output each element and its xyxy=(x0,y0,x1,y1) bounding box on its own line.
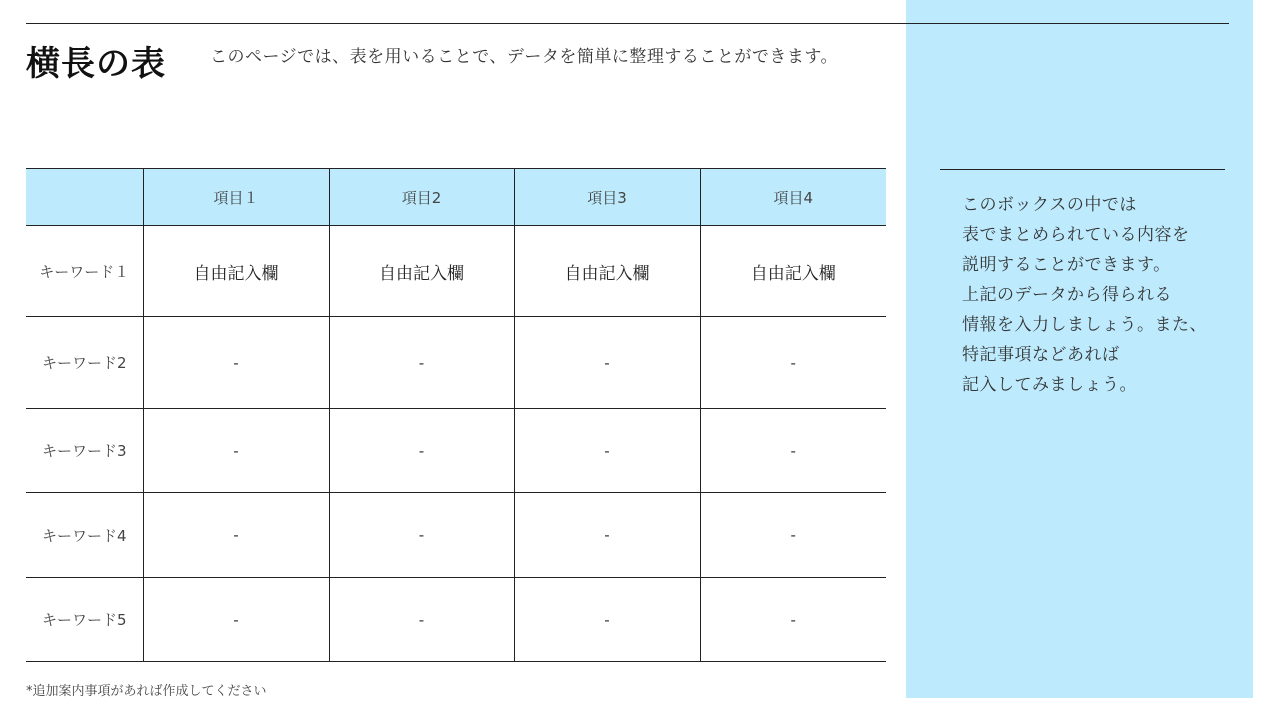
table-row xyxy=(26,493,886,578)
table-row xyxy=(26,578,886,662)
table-cell: - xyxy=(329,493,514,578)
side-box-line: 説明することができます。 xyxy=(962,255,1171,275)
table-header-row xyxy=(26,169,886,226)
side-box-line: 上記のデータから得られる xyxy=(962,285,1172,305)
table-cell: - xyxy=(143,578,329,662)
footnote: *追加案内事項があれば作成してください xyxy=(26,684,267,699)
table-cell: - xyxy=(700,493,886,578)
table-cell: - xyxy=(143,409,329,493)
table-cell: - xyxy=(514,578,700,662)
side-panel-divider xyxy=(940,169,1225,170)
side-box-line: 情報を入力しましょう。また、 xyxy=(962,315,1207,335)
page-subtitle: このページでは、表を用いることで、データを簡単に整理することができます。 xyxy=(210,47,838,67)
table-cell: 自由記入欄 xyxy=(700,226,886,317)
table-cell: - xyxy=(514,409,700,493)
table-cell: - xyxy=(700,578,886,662)
table-header-cell: 項目4 xyxy=(700,169,886,226)
table-cell: - xyxy=(329,409,514,493)
table-cell: - xyxy=(143,317,329,409)
side-box-line: 表でまとめられている内容を xyxy=(962,225,1190,245)
table-header-corner xyxy=(26,169,143,226)
table-cell: - xyxy=(700,409,886,493)
table-cell: 自由記入欄 xyxy=(514,226,700,317)
page-title: 横長の表 xyxy=(26,44,166,84)
row-label: キーワード5 xyxy=(26,578,143,662)
table-header-cell: 項目3 xyxy=(514,169,700,226)
side-box-text xyxy=(962,190,1232,400)
table-cell: 自由記入欄 xyxy=(143,226,329,317)
table-row xyxy=(26,409,886,493)
table-row xyxy=(26,226,886,317)
row-label: キーワード2 xyxy=(26,317,143,409)
table-cell: - xyxy=(514,317,700,409)
table-header-cell: 項目１ xyxy=(143,169,329,226)
table-cell: - xyxy=(329,317,514,409)
row-label: キーワード4 xyxy=(26,493,143,578)
top-divider xyxy=(26,23,1229,24)
table-cell: - xyxy=(329,578,514,662)
data-table xyxy=(26,168,886,662)
table-cell: 自由記入欄 xyxy=(329,226,514,317)
side-box-line: 記入してみましょう。 xyxy=(962,375,1137,395)
table-cell: - xyxy=(700,317,886,409)
table-row xyxy=(26,317,886,409)
table-cell: - xyxy=(143,493,329,578)
table-cell: - xyxy=(514,493,700,578)
row-label: キーワード１ xyxy=(26,226,143,317)
side-box-line: 特記事項などあれば xyxy=(962,345,1120,365)
row-label: キーワード3 xyxy=(26,409,143,493)
table-header-cell: 項目2 xyxy=(329,169,514,226)
side-box-line: このボックスの中では xyxy=(962,195,1137,215)
